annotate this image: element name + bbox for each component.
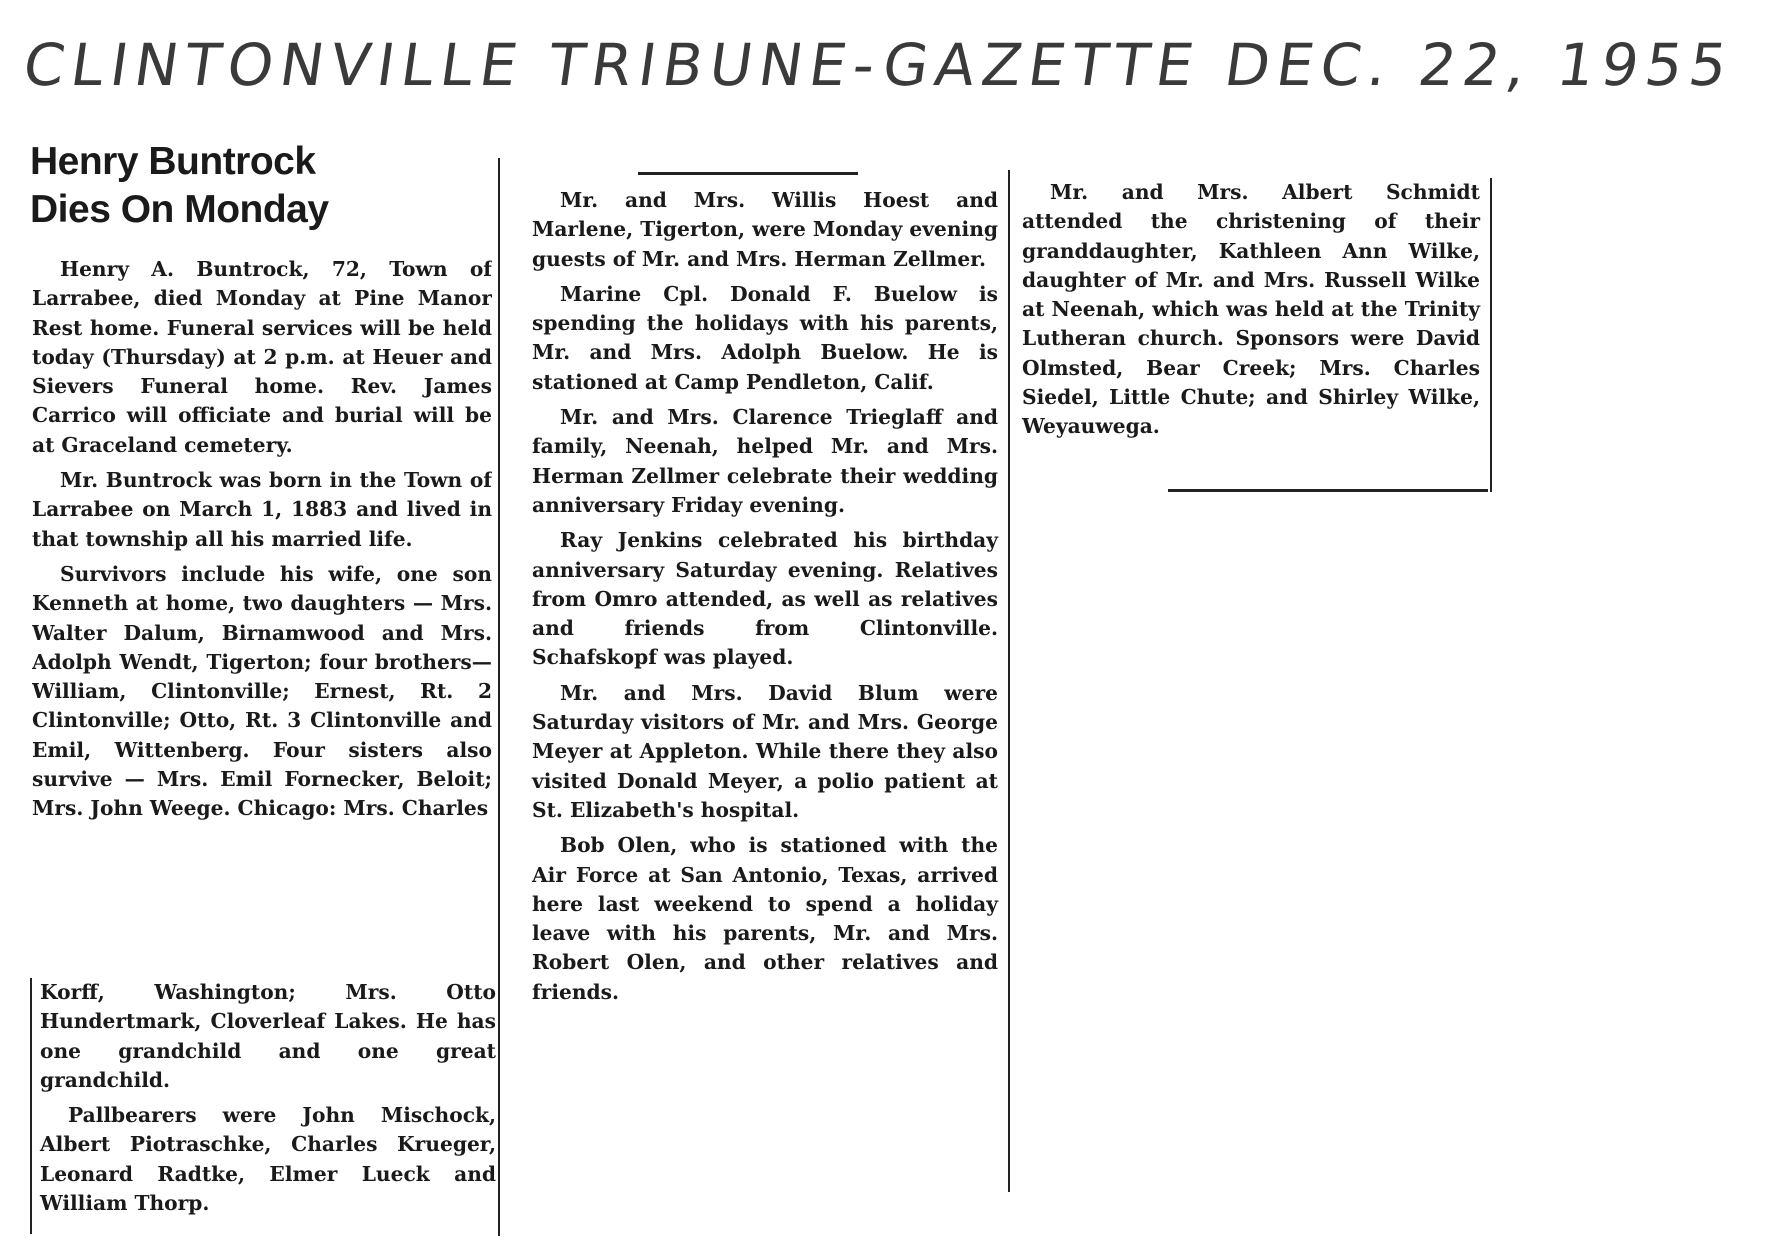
social-paragraph-1: Mr. and Mrs. Willis Hoest and Marlene, Tigerton, were Monday evening guests of Mr. and Mrs. Herman Zellmer. bbox=[532, 188, 998, 271]
column-top-rule bbox=[638, 172, 858, 175]
clipping-edge-rule bbox=[30, 978, 32, 1234]
handwritten-header: CLINTONVILLE TRIBUNE-GAZETTE DEC. 22, 1955 bbox=[19, 31, 1739, 99]
obituary-paragraph-5: Pallbearers were John Mischock, Albert Piotraschke, Charles Krueger, Leonard Radtke, Elmer Lueck and William Thorp. bbox=[40, 1103, 496, 1216]
headline-line-1: Henry Buntrock bbox=[30, 140, 316, 183]
obituary-paragraph-4: Korff, Washington; Mrs. Otto Hundertmark, Cloverleaf Lakes. He has one grandchild and one great grandchild. bbox=[40, 980, 496, 1092]
obituary-paragraph-3: Survivors include his wife, one son Kenneth at home, two daughters — Mrs. Walter Dalum, Birnamwood and Mrs. Adolph Wendt, Tigerton; four brothers— William, Clintonville; Ernest, Rt. 2 Clintonville; Otto, Rt. 3 Clintonville and Emil, Wittenberg. Four sisters also survive — Mrs. Emil Fornecker, Beloit; Mrs. John Weege. Chicago: Mrs. Charles bbox=[32, 561, 492, 821]
social-paragraph-2: Marine Cpl. Donald F. Buelow is spending the holidays with his parents, Mr. and Mrs. Adolph Buelow. He is stationed at Camp Pendleton, Calif. bbox=[532, 281, 998, 394]
christening-paragraph: Mr. and Mrs. Albert Schmidt attended the christening of their granddaughter, Kathleen Ann Wilke, daughter of Mr. and Mrs. Russell Wilke at Neenah, which was held at the Trinity Lutheran church. Sponsors were David Olmsted, Bear Creek; Mrs. Charles Siedel, Little Chute; and Shirley Wilke, Weyauwega. bbox=[1022, 180, 1480, 439]
column-divider bbox=[1008, 170, 1010, 1192]
obituary-paragraph-1: Henry A. Buntrock, 72, Town of Larrabee, died Monday at Pine Manor Rest home. Funeral services will be held today (Thursday) at 2 p.m. at Heuer and Sievers Funeral home. Rev. James Carrico will officiate and burial will be at Graceland cemetery. bbox=[32, 257, 492, 457]
column-bottom-rule bbox=[1168, 489, 1488, 492]
obituary-headline bbox=[30, 138, 500, 234]
obituary-clipping-top bbox=[32, 255, 492, 970]
christening-clipping bbox=[1018, 178, 1492, 492]
headline-line-2: Dies On Monday bbox=[30, 188, 329, 231]
social-paragraph-4: Ray Jenkins celebrated his birthday anniversary Saturday evening. Relatives from Omro attended, as well as relatives and friends from Clintonville. Schafskopf was played. bbox=[532, 528, 998, 670]
obituary-paragraph-2: Mr. Buntrock was born in the Town of Larrabee on March 1, 1883 and lived in that township all his married life. bbox=[32, 468, 492, 551]
column-divider bbox=[498, 158, 500, 1236]
obituary-clipping-bottom bbox=[30, 978, 496, 1234]
social-paragraph-5: Mr. and Mrs. David Blum were Saturday visitors of Mr. and Mrs. George Meyer at Appleton. While there they also visited Donald Meyer, a polio patient at St. Elizabeth's hospital. bbox=[532, 680, 998, 822]
social-paragraph-6: Bob Olen, who is stationed with the Air Force at San Antonio, Texas, arrived here last weekend to spend a holiday leave with his parents, Mr. and Mrs. Robert Olen, and other relatives and friends. bbox=[532, 833, 998, 1004]
social-news-clipping bbox=[518, 172, 1008, 1192]
social-paragraph-3: Mr. and Mrs. Clarence Trieglaff and family, Neenah, helped Mr. and Mrs. Herman Zellmer celebrate their wedding anniversary Friday evening. bbox=[532, 405, 998, 517]
clipping-edge-rule bbox=[1490, 178, 1492, 492]
